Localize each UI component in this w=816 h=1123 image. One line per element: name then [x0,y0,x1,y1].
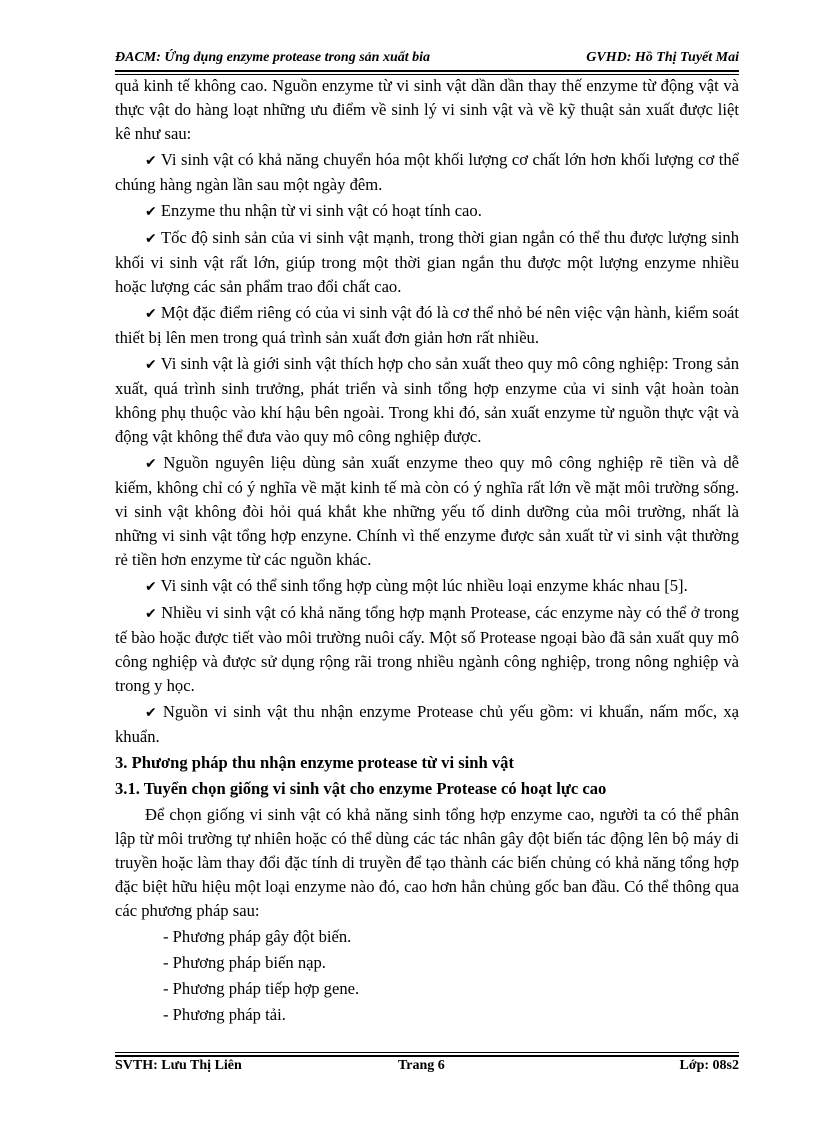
footer-class: Lớp: 08s2 [679,1058,739,1073]
bullet-text: Enzyme thu nhận từ vi sinh vật có hoạt tính cao. [160,201,482,220]
check-icon: ✔ [145,606,157,622]
footer-student: SVTH: Lưu Thị Liên [115,1058,242,1073]
bullet-item [115,451,739,572]
section-3-1-paragraph: Để chọn giống vi sinh vật có khả năng sinh tổng hợp enzyme cao, người ta có thể phân lập từ môi trường tự nhiên hoặc có thể dùng các tác nhân gây đột biến tác động lên bộ máy di truyền hoặc làm thay đổi đặc tính di truyền để tạo thành các biến chủng có khả năng tổng hợp đặc biệt hữu hiệu một loại enzyme nào đó, cao hơn hẳn chủng gốc ban đầu. Có thể thông qua các phương pháp sau: [115,805,739,920]
bullet-item [115,226,739,299]
footer-rule [115,1055,739,1057]
header-title: ĐACM: Ứng dụng enzyme protease trong sản xuất bia [115,50,431,65]
section-heading-3: 3. Phương pháp thu nhận enzyme protease từ vi sinh vật [115,753,514,772]
bullet-item [115,199,739,224]
bullet-item [115,352,739,449]
check-icon: ✔ [145,231,157,247]
method-item: - Phương pháp tiếp hợp gene. [163,979,360,998]
page-footer [115,1058,739,1078]
check-icon: ✔ [145,579,157,595]
intro-paragraph: quả kinh tế không cao. Nguồn enzyme từ vi sinh vật dần dần thay thế enzyme từ động vật và thực vật do hàng loạt những ưu điểm về sinh lý vi sinh vật và về kỹ thuật sản xuất được liệt kê như sau: [115,76,739,143]
bullet-text: Vi sinh vật là giới sinh vật thích hợp cho sản xuất theo quy mô công nghiệp: Trong sản xuất, quá trình sinh trưởng, phát triển và sinh tổng hợp enzyme của vi sinh vật hoàn toàn không phụ thuộc vào khí hậu bên ngoài. Trong khi đó, sản xuất enzyme từ nguồn thực vật và động vật không thể đưa vào quy mô công nghiệp được. [115,354,739,446]
bullet-text: Nguồn nguyên liệu dùng sản xuất enzyme theo quy mô công nghiệp rẽ tiền và dễ kiếm, không chỉ có ý nghĩa về mặt kinh tế mà còn có ý nghĩa rất lớn về mặt môi trường sống. vi sinh vật không đòi hỏi quá khắt khe những yếu tố dinh dưỡng của môi trường, nhất là những vi sinh vật tổng hợp enzyne. Chính vì thế enzyme được sản xuất từ vi sinh vật thường rẻ tiền hơn enzyme từ các nguồn khác. [115,453,739,569]
footer-rule-thin [115,1052,739,1053]
check-icon: ✔ [145,456,157,472]
bullet-item [115,301,739,350]
check-icon: ✔ [145,306,157,322]
check-icon: ✔ [145,153,157,169]
header-supervisor: GVHD: Hồ Thị Tuyết Mai [586,50,739,65]
bullet-text: Vi sinh vật có khả năng chuyển hóa một khối lượng cơ chất lớn hơn khối lượng cơ thể chúng hàng ngàn lần sau một ngày đêm. [115,150,739,194]
bullet-text: Một đặc điểm riêng có của vi sinh vật đó là cơ thể nhỏ bé nên việc vận hành, kiểm soát thiết bị lên men trong quá trình sản xuất đơn giản hơn rất nhiều. [115,303,739,347]
method-item: - Phương pháp biến nạp. [163,953,326,972]
page-content [115,74,739,1029]
bullet-item [115,574,739,599]
check-icon: ✔ [145,705,157,721]
bullet-item [115,148,739,197]
footer-page-number: Trang 6 [398,1058,445,1073]
page-header [115,50,739,70]
bullet-item [115,700,739,749]
bullet-text: Tốc độ sinh sản của vi sinh vật mạnh, trong thời gian ngắn có thể thu được lượng sinh khối vi sinh vật rất lớn, giúp trong một thời gian ngắn thu được một lượng enzyme nhiều hoặc lượng các sản phẩm trao đổi chất cao. [115,228,739,296]
bullet-text: Vi sinh vật có thể sinh tổng hợp cùng một lúc nhiều loại enzyme khác nhau [5]. [160,576,688,595]
header-rule [115,70,739,72]
method-item: - Phương pháp gây đột biến. [163,927,352,946]
bullet-text: Nguồn vi sinh vật thu nhận enzyme Protease chủ yếu gồm: vi khuẩn, nấm mốc, xạ khuẩn. [115,702,739,746]
bullet-item [115,601,739,698]
check-icon: ✔ [145,357,157,373]
section-heading-3-1: 3.1. Tuyển chọn giống vi sinh vật cho enzyme Protease có hoạt lực cao [115,779,607,798]
method-item: - Phương pháp tải. [163,1005,286,1024]
check-icon: ✔ [145,204,157,220]
bullet-text: Nhiều vi sinh vật có khả năng tổng hợp mạnh Protease, các enzyme này có thể ở trong tế bào hoặc được tiết vào môi trường nuôi cấy. Một số Protease ngoại bào đã sản xuất quy mô công nghiệp và được sử dụng rộng rãi trong nhiều ngành công nghiệp, trong nông nghiệp và trong y học. [115,603,739,695]
